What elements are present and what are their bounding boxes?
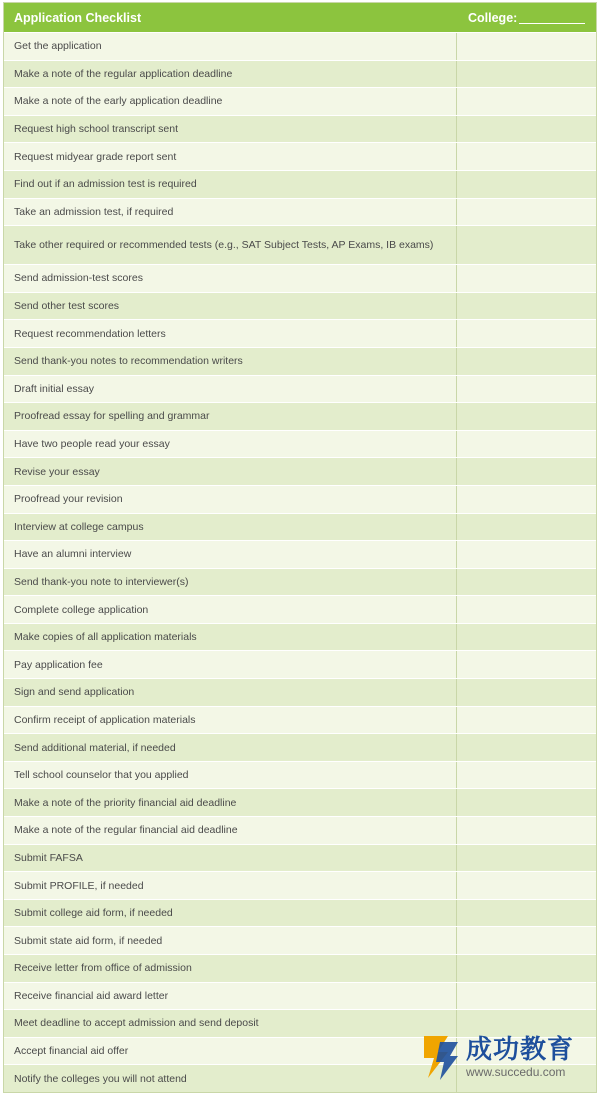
task-label: Submit college aid form, if needed (4, 900, 457, 927)
task-label: Tell school counselor that you applied (4, 762, 457, 789)
table-row (4, 170, 596, 198)
college-check-cell[interactable] (457, 734, 596, 761)
task-label: Meet deadline to accept admission and send deposit (4, 1010, 457, 1037)
table-row (4, 32, 596, 60)
task-label: Accept financial aid offer (4, 1038, 457, 1065)
college-check-cell[interactable] (457, 486, 596, 513)
task-label: Request midyear grade report sent (4, 143, 457, 170)
task-label: Notify the colleges you will not attend (4, 1065, 457, 1092)
table-row (4, 87, 596, 115)
college-check-cell[interactable] (457, 707, 596, 734)
college-check-cell[interactable] (457, 569, 596, 596)
college-name-blank (519, 23, 585, 24)
task-label: Submit FAFSA (4, 845, 457, 872)
college-check-cell[interactable] (457, 458, 596, 485)
table-row (4, 595, 596, 623)
task-label: Draft initial essay (4, 376, 457, 403)
college-check-cell[interactable] (457, 651, 596, 678)
table-row (4, 402, 596, 430)
task-label: Submit PROFILE, if needed (4, 872, 457, 899)
task-label: Make a note of the early application deadline (4, 88, 457, 115)
table-row (4, 292, 596, 320)
college-check-cell[interactable] (457, 541, 596, 568)
college-check-cell[interactable] (457, 116, 596, 143)
college-check-cell[interactable] (457, 514, 596, 541)
college-check-cell[interactable] (457, 265, 596, 292)
college-check-cell[interactable] (457, 143, 596, 170)
task-label: Make copies of all application materials (4, 624, 457, 651)
checklist-rows (4, 32, 596, 1092)
college-check-cell[interactable] (457, 431, 596, 458)
college-check-cell[interactable] (457, 789, 596, 816)
college-label: College: (468, 10, 518, 25)
table-row (4, 871, 596, 899)
task-label: Get the application (4, 33, 457, 60)
college-check-cell[interactable] (457, 171, 596, 198)
table-row (4, 485, 596, 513)
table-row (4, 568, 596, 596)
college-check-cell[interactable] (457, 226, 596, 264)
college-check-cell[interactable] (457, 596, 596, 623)
table-row (4, 198, 596, 226)
table-header (4, 3, 596, 32)
task-label: Receive financial aid award letter (4, 983, 457, 1010)
task-label: Send thank-you notes to recommendation writers (4, 348, 457, 375)
college-check-cell[interactable] (457, 872, 596, 899)
table-row (4, 926, 596, 954)
college-check-cell[interactable] (457, 679, 596, 706)
table-row (4, 982, 596, 1010)
college-check-cell[interactable] (457, 845, 596, 872)
task-label: Make a note of the regular application deadline (4, 61, 457, 88)
table-row (4, 60, 596, 88)
task-label: Make a note of the priority financial aid deadline (4, 789, 457, 816)
college-check-cell[interactable] (457, 61, 596, 88)
table-row (4, 375, 596, 403)
task-label: Make a note of the regular financial aid deadline (4, 817, 457, 844)
table-row (4, 678, 596, 706)
college-check-cell[interactable] (457, 199, 596, 226)
task-label: Interview at college campus (4, 514, 457, 541)
table-row (4, 788, 596, 816)
watermark-name: 成功教育 (466, 1035, 575, 1065)
college-check-cell[interactable] (457, 376, 596, 403)
task-label: Have an alumni interview (4, 541, 457, 568)
table-row (4, 319, 596, 347)
table-row (4, 623, 596, 651)
table-row (4, 142, 596, 170)
table-row (4, 816, 596, 844)
college-check-cell[interactable] (457, 624, 596, 651)
table-row (4, 430, 596, 458)
table-row (4, 225, 596, 264)
task-label: Receive letter from office of admission (4, 955, 457, 982)
college-check-cell[interactable] (457, 983, 596, 1010)
task-label: Take an admission test, if required (4, 199, 457, 226)
table-row (4, 650, 596, 678)
task-label: Sign and send application (4, 679, 457, 706)
college-check-cell[interactable] (457, 293, 596, 320)
task-label: Complete college application (4, 596, 457, 623)
task-label: Request high school transcript sent (4, 116, 457, 143)
college-check-cell[interactable] (457, 927, 596, 954)
table-row (4, 954, 596, 982)
watermark-url: www.succedu.com (466, 1065, 566, 1079)
college-check-cell[interactable] (457, 900, 596, 927)
task-label: Request recommendation letters (4, 320, 457, 347)
table-row (4, 347, 596, 375)
task-label: Submit state aid form, if needed (4, 927, 457, 954)
application-checklist-table (3, 2, 597, 1093)
college-header (456, 11, 596, 25)
college-check-cell[interactable] (457, 320, 596, 347)
checklist-title: Application Checklist (14, 10, 142, 25)
college-check-cell[interactable] (457, 403, 596, 430)
table-row (4, 513, 596, 541)
task-label: Take other required or recommended tests (e.g., SAT Subject Tests, AP Exams, IB exams) (4, 226, 457, 264)
task-label: Pay application fee (4, 651, 457, 678)
task-label: Proofread essay for spelling and grammar (4, 403, 457, 430)
table-row (4, 540, 596, 568)
task-label: Revise your essay (4, 458, 457, 485)
table-row (4, 844, 596, 872)
task-label: Find out if an admission test is required (4, 171, 457, 198)
task-label: Have two people read your essay (4, 431, 457, 458)
task-label: Send additional material, if needed (4, 734, 457, 761)
table-row (4, 264, 596, 292)
table-row (4, 115, 596, 143)
college-check-cell[interactable] (457, 762, 596, 789)
task-label: Proofread your revision (4, 486, 457, 513)
college-check-cell[interactable] (457, 955, 596, 982)
task-label: Send other test scores (4, 293, 457, 320)
watermark-text (466, 1035, 574, 1079)
table-row (4, 733, 596, 761)
college-check-cell[interactable] (457, 33, 596, 60)
task-label: Confirm receipt of application materials (4, 707, 457, 734)
succedu-logo-icon (418, 1032, 462, 1082)
table-row (4, 706, 596, 734)
college-check-cell[interactable] (457, 817, 596, 844)
watermark (418, 1028, 594, 1086)
task-label: Send thank-you note to interviewer(s) (4, 569, 457, 596)
college-check-cell[interactable] (457, 88, 596, 115)
table-row (4, 761, 596, 789)
table-row (4, 457, 596, 485)
table-row (4, 899, 596, 927)
task-label: Send admission-test scores (4, 265, 457, 292)
college-check-cell[interactable] (457, 348, 596, 375)
